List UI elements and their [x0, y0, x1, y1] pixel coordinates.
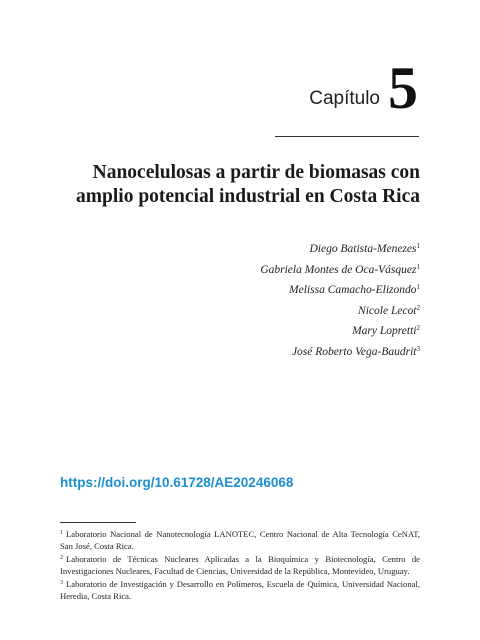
chapter-label: Capítulo — [309, 88, 380, 109]
author-list — [260, 238, 420, 361]
author — [260, 259, 420, 280]
author — [260, 279, 420, 300]
author-name: Mary Lopretti — [352, 325, 417, 337]
footnote-text: Laboratorio de Técnicas Nucleares Aplicadas a la Bioquímica y Biotecnología, Centro de Investigaciones Nucleares, Facultad de Ciencias, Universidad de la República, Montevideo, Uruguay. — [60, 554, 420, 576]
author-affiliation-mark: 2 — [416, 303, 420, 312]
author-name: Diego Batista-Menezes — [309, 243, 417, 255]
author-affiliation-mark: 1 — [416, 262, 420, 271]
chapter-heading — [309, 55, 418, 121]
author-name: Gabriela Montes de Oca-Vásquez — [260, 263, 417, 276]
footnote-text: Laboratorio de Investigación y Desarrollo en Polímeros, Escuela de Química, Universidad Nacional, Heredia, Costa Rica. — [60, 579, 420, 601]
author-affiliation-mark: 3 — [416, 344, 420, 353]
chapter-divider — [275, 136, 419, 137]
author-name: Nicole Lecot — [358, 304, 417, 317]
author-name: José Roberto Vega-Baudrit — [291, 345, 417, 358]
chapter-title — [60, 161, 420, 209]
footnote — [60, 527, 420, 552]
footnote-number: 1 — [60, 530, 63, 536]
footnote-divider — [60, 522, 136, 523]
chapter-title-line: amplio potencial industrial en Costa Rica — [76, 186, 420, 207]
footnote-number: 2 — [60, 555, 63, 561]
footnote — [60, 577, 420, 602]
chapter-number: 5 — [388, 55, 418, 121]
footnote-number: 3 — [60, 580, 63, 586]
doi-link[interactable]: https://doi.org/10.61728/AE20246068 — [60, 475, 294, 490]
author-affiliation-mark: 1 — [416, 283, 420, 291]
author — [260, 300, 420, 321]
author — [260, 320, 420, 341]
author-affiliation-mark: 1 — [416, 242, 420, 250]
footnote-text: Laboratorio Nacional de Nanotecnología LANOTEC, Centro Nacional de Alta Tecnología CeNAT, San José, Costa Rica. — [60, 529, 420, 551]
chapter-title-line: Nanocelulosas a partir de biomasas con — [92, 162, 420, 183]
author — [260, 341, 420, 362]
footnotes — [60, 527, 420, 602]
footnote — [60, 552, 420, 577]
author — [260, 238, 420, 259]
author-affiliation-mark: 2 — [416, 324, 420, 332]
author-name: Melissa Camacho-Elizondo — [289, 284, 417, 296]
